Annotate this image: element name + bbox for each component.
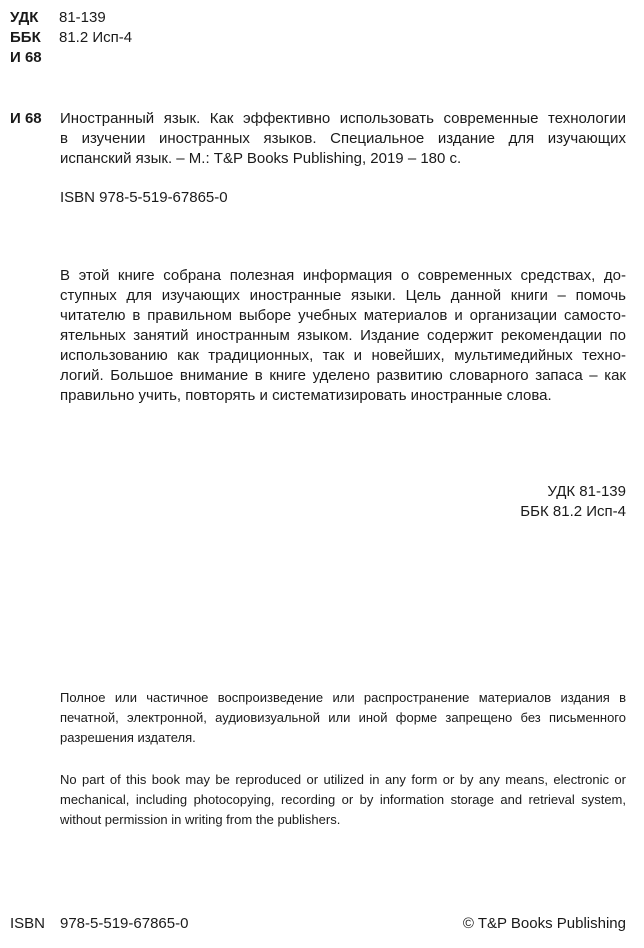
udk-row [10, 9, 106, 27]
bib-line: в изучении иностранных языков. Специальное издание для изучающих [60, 130, 626, 147]
classification-block [426, 482, 626, 522]
abstract-line: ятельных занятий иностранным языком. Издание содержит рекомендации по [60, 327, 626, 344]
author-mark-row [10, 49, 59, 67]
notice-line: разрешения издателя. [60, 730, 196, 745]
notice-line: No part of this book may be reproduced or utilized in any form or by any means, electronic or [60, 772, 626, 787]
notice-line: печатной, электронной, аудиовизуальной или иной форме запрещено без письменного [60, 710, 626, 725]
bib-line: Иностранный язык. Как эффективно использовать современные технологии [60, 110, 626, 127]
abstract-line: использованию как традиционных, так и новейших, мультимедийных техно- [60, 347, 626, 364]
bibliographic-description [60, 109, 626, 169]
copyright-notice-ru [60, 688, 626, 748]
isbn-text: ISBN 978-5-519-67865-0 [60, 189, 228, 206]
abstract-line: ступных для изучающих иностранные языки. Цель данной книги – помочь [60, 287, 626, 304]
footer-isbn-value: 978-5-519-67865-0 [60, 915, 189, 932]
abstract-line: В этой книге собрана полезная информация о современных средствах, до- [60, 267, 626, 284]
udk-classification: УДК 81-139 [547, 483, 626, 500]
bbk-classification: ББК 81.2 Исп-4 [520, 503, 626, 520]
author-mark: И 68 [10, 49, 42, 66]
udk-value: 81-139 [59, 9, 106, 26]
bbk-row [10, 29, 132, 47]
abstract-line: читателю в правильном выборе учебных материалов и организации самосто- [60, 307, 626, 324]
bib-author-mark: И 68 [10, 110, 42, 127]
notice-line: mechanical, including photocopying, recording or by information storage and retrieval system, [60, 792, 626, 807]
footer-isbn [10, 914, 188, 934]
copyright-notice-en [60, 770, 626, 830]
footer-isbn-label: ISBN [10, 915, 46, 932]
abstract-line: правильно учить, повторять и систематизировать иностранные слова. [60, 387, 552, 404]
bbk-label: ББК [10, 29, 41, 46]
notice-line: without permission in writing from the publishers. [60, 812, 341, 827]
abstract-line: логий. Большое внимание в книге уделено развитию словарного запаса – как [60, 367, 626, 384]
abstract-paragraph [60, 266, 626, 406]
notice-line: Полное или частичное воспроизведение или распространение материалов издания в [60, 690, 626, 705]
udk-label: УДК [10, 9, 39, 26]
bbk-value: 81.2 Исп-4 [59, 29, 133, 46]
bib-line: испанский язык. – М.: T&P Books Publishing, 2019 – 180 с. [60, 150, 462, 167]
footer-copyright: © T&P Books Publishing [462, 915, 626, 932]
